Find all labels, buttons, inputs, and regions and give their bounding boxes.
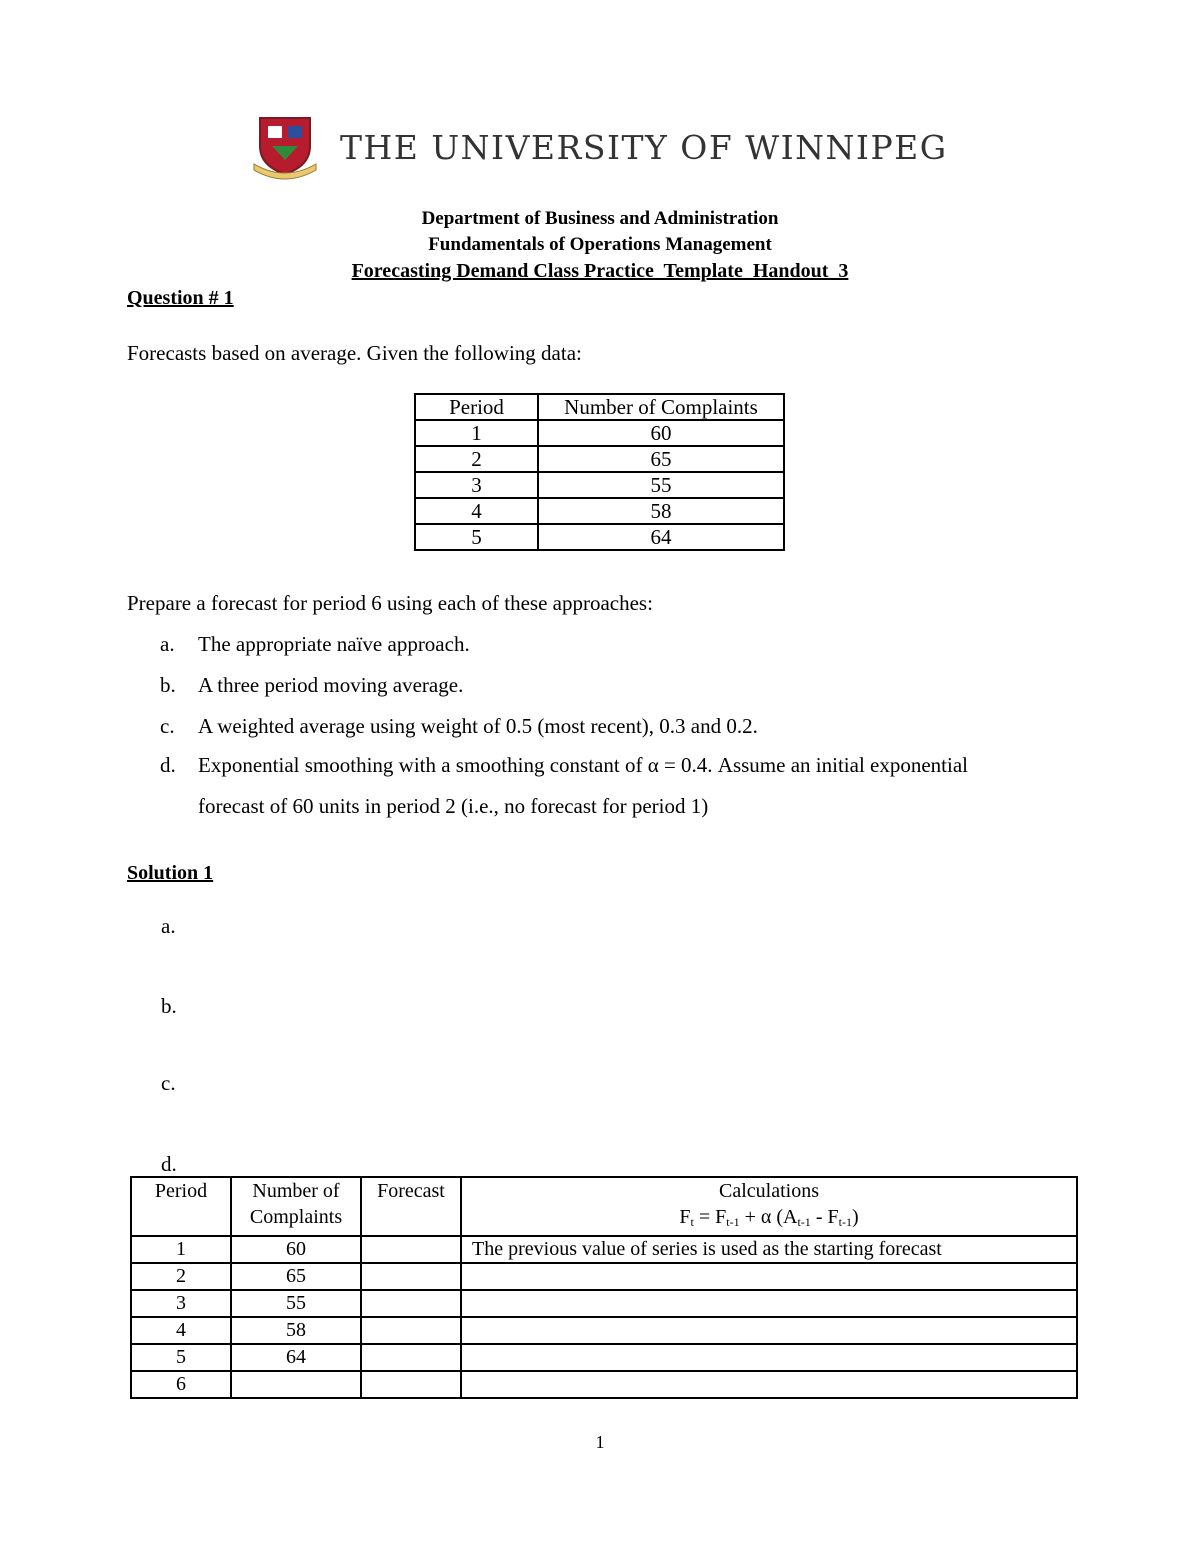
calculations-label: Calculations — [719, 1180, 819, 1202]
calculation-cell[interactable] — [461, 1317, 1077, 1344]
calculation-cell[interactable] — [461, 1290, 1077, 1317]
complaints-cell: 60 — [538, 420, 784, 446]
complaints-cell: 55 — [538, 472, 784, 498]
complaints-cell: 60 — [231, 1236, 361, 1263]
complaints-cell: 58 — [538, 498, 784, 524]
header-line: Number of — [252, 1180, 340, 1202]
calculation-cell[interactable]: The previous value of series is used as the starting forecast — [461, 1236, 1077, 1263]
period-cell: 4 — [131, 1317, 231, 1344]
period-cell: 1 — [415, 420, 538, 446]
period-cell: 2 — [415, 446, 538, 472]
table-row — [131, 1371, 1077, 1398]
list-item-text: A three period moving average. — [198, 673, 464, 697]
list-item — [160, 673, 1110, 698]
column-header-calculations — [461, 1177, 1077, 1236]
solution-marker-b: b. — [161, 994, 177, 1018]
period-cell: 5 — [131, 1344, 231, 1371]
document-title: Forecasting Demand Class Practice Template Handout 3 — [351, 260, 849, 282]
solution-marker-c: c. — [161, 1071, 176, 1095]
solution-heading: Solution 1 — [127, 862, 214, 884]
table-row — [415, 446, 784, 472]
table-row — [131, 1290, 1077, 1317]
column-header-period: Period — [131, 1177, 231, 1236]
table-row — [415, 498, 784, 524]
smoothing-formula: $F_t = F_{t-1} + \alpha$ $(A_{t-1} - F_{t-1})$ — [679, 1206, 859, 1229]
list-marker: a. — [160, 632, 175, 656]
forecast-cell[interactable] — [361, 1290, 461, 1317]
solution-marker-a: a. — [161, 914, 176, 938]
calculation-cell[interactable] — [461, 1371, 1077, 1398]
calculation-cell[interactable] — [461, 1263, 1077, 1290]
forecast-cell[interactable] — [361, 1236, 461, 1263]
complaints-cell: 64 — [231, 1344, 361, 1371]
list-marker: c. — [160, 714, 175, 738]
table-row — [131, 1263, 1077, 1290]
question-prompt: Prepare a forecast for period 6 using each of these approaches: — [127, 591, 653, 615]
list-item-text: Exponential smoothing with a smoothing constant of α = 0.4. Assume an initial exponential — [198, 753, 968, 777]
question-heading: Question # 1 — [127, 287, 234, 309]
column-header-complaints: Number of Complaints — [538, 394, 784, 420]
table-row — [415, 472, 784, 498]
forecast-cell[interactable] — [361, 1344, 461, 1371]
complaints-cell: 55 — [231, 1290, 361, 1317]
period-cell: 6 — [131, 1371, 231, 1398]
table-row — [131, 1344, 1077, 1371]
list-item — [160, 753, 1110, 778]
page-number: 1 — [595, 1432, 605, 1452]
table-row — [415, 524, 784, 550]
table-header-row — [131, 1177, 1077, 1236]
list-item-continuation — [160, 794, 1110, 819]
complaints-cell[interactable] — [231, 1371, 361, 1398]
forecast-cell[interactable] — [361, 1371, 461, 1398]
table-row — [415, 420, 784, 446]
table-header-row — [415, 394, 784, 420]
university-wordmark: THE UNIVERSITY OF WINNIPEG — [340, 128, 948, 167]
solution-marker-d: d. — [161, 1152, 177, 1176]
table-row — [131, 1317, 1077, 1344]
complaints-cell: 65 — [231, 1263, 361, 1290]
exponential-smoothing-table — [130, 1176, 1078, 1399]
question-intro: Forecasts based on average. Given the following data: — [127, 341, 582, 365]
period-cell: 2 — [131, 1263, 231, 1290]
complaints-data-table — [414, 393, 785, 551]
column-header-period: Period — [415, 394, 538, 420]
forecast-cell[interactable] — [361, 1263, 461, 1290]
period-cell: 3 — [131, 1290, 231, 1317]
calculation-cell[interactable] — [461, 1344, 1077, 1371]
header-line: Complaints — [249, 1206, 343, 1228]
table-row — [131, 1236, 1077, 1263]
course-heading: Fundamentals of Operations Management — [428, 234, 772, 255]
list-marker: b. — [160, 673, 176, 697]
list-item-text: A weighted average using weight of 0.5 (most recent), 0.3 and 0.2. — [198, 714, 758, 738]
period-cell: 3 — [415, 472, 538, 498]
forecast-cell[interactable] — [361, 1317, 461, 1344]
period-cell: 1 — [131, 1236, 231, 1263]
department-heading: Department of Business and Administration — [421, 208, 779, 229]
list-item-text: The appropriate naïve approach. — [198, 632, 470, 656]
period-cell: 4 — [415, 498, 538, 524]
university-crest-logo — [250, 112, 320, 180]
list-item — [160, 632, 1110, 657]
list-marker: d. — [160, 753, 176, 777]
complaints-cell: 65 — [538, 446, 784, 472]
column-header-complaints — [231, 1177, 361, 1236]
list-item — [160, 714, 1110, 739]
complaints-cell: 64 — [538, 524, 784, 550]
column-header-forecast: Forecast — [361, 1177, 461, 1236]
complaints-cell: 58 — [231, 1317, 361, 1344]
period-cell: 5 — [415, 524, 538, 550]
list-item-text: forecast of 60 units in period 2 (i.e., no forecast for period 1) — [198, 794, 709, 818]
